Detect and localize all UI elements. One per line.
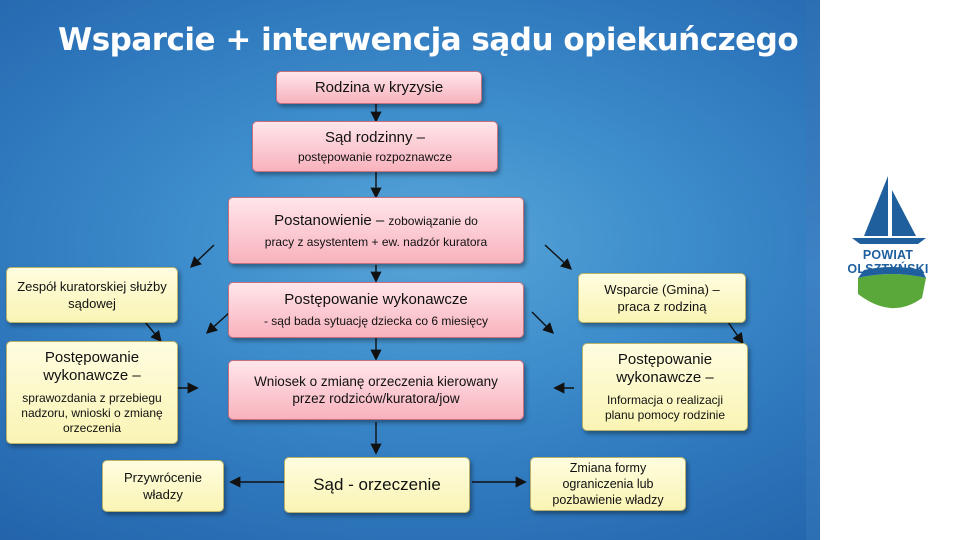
- box-postepowanie-wykonawcze-left: [6, 341, 178, 444]
- arrow-postanowienie-gmina: [545, 245, 570, 268]
- box-center-line1: Postępowanie wykonawcze: [284, 291, 468, 308]
- box-left-line1: Postępowanie wykonawcze –: [43, 349, 141, 384]
- box-przywrocenie-label: Przywrócenie władzy: [123, 470, 203, 502]
- arrow-gmina-right: [728, 322, 742, 342]
- arrow-zespol-left: [145, 322, 160, 340]
- box-postanowienie-line2: pracy z asystentem + ew. nadzór kuratora: [264, 234, 488, 249]
- page-title: Wsparcie + interwencja sądu opiekuńczego: [58, 22, 799, 58]
- box-center-line2: - sąd bada sytuację dziecka co 6 miesięcy: [263, 314, 489, 328]
- box-postepowanie-wykonawcze-center: [228, 282, 524, 338]
- arrow-postanowienie-zespol: [192, 245, 214, 266]
- box-wniosek: [228, 360, 524, 420]
- box-zespol-label: Zespół kuratorskiej służby sądowej: [17, 279, 167, 311]
- box-postanowienie-line1-main: Postanowienie –: [274, 211, 389, 229]
- logo-text: POWIAT OLSZTYŃSKI: [847, 248, 929, 276]
- box-right-line2: Informacja o realizacji planu pomocy rodzinie: [604, 393, 726, 422]
- box-sad-rodzinny: [252, 121, 498, 172]
- box-wsparcie-gmina: [578, 273, 746, 323]
- box-sad-orzeczenie-label: Sąd - orzeczenie: [313, 475, 441, 494]
- box-postanowienie-line1-small: zobowiązanie do: [388, 213, 478, 228]
- box-sad-orzeczenie: [284, 457, 470, 513]
- box-postepowanie-wykonawcze-right: [582, 343, 748, 431]
- box-sad-rodzinny-line1: Sąd rodzinny –: [324, 128, 426, 146]
- box-gmina-label: Wsparcie (Gmina) – praca z rodziną: [604, 282, 720, 314]
- sailboat-icon: [822, 170, 954, 320]
- box-sad-rodzinny-line2: postępowanie rozpoznawcze: [297, 149, 453, 164]
- box-zespol-kuratorski: [6, 267, 178, 323]
- box-postanowienie: [228, 197, 524, 264]
- box-zmiana-label: Zmiana formy ograniczenia lub pozbawienie władzy: [552, 461, 664, 507]
- box-right-line1: Postępowanie wykonawcze –: [616, 351, 714, 386]
- box-postanowienie-line1: [274, 212, 478, 230]
- box-wniosek-label: Wniosek o zmianę orzeczenia kierowany przez rodziców/kuratora/jow: [254, 374, 498, 406]
- arrow-center-right: [532, 312, 552, 332]
- box-rodzina-label: Rodzina w kryzysie: [314, 78, 444, 96]
- box-rodzina-w-kryzysie: [276, 71, 482, 104]
- box-left-line2: sprawozdania z przebiegu nadzoru, wnioski o zmianę orzeczenia: [21, 391, 163, 435]
- box-zmiana-formy: [530, 457, 686, 511]
- arrow-center-left: [208, 312, 230, 332]
- box-przywrocenie: [102, 460, 224, 512]
- powiat-logo: [822, 170, 954, 320]
